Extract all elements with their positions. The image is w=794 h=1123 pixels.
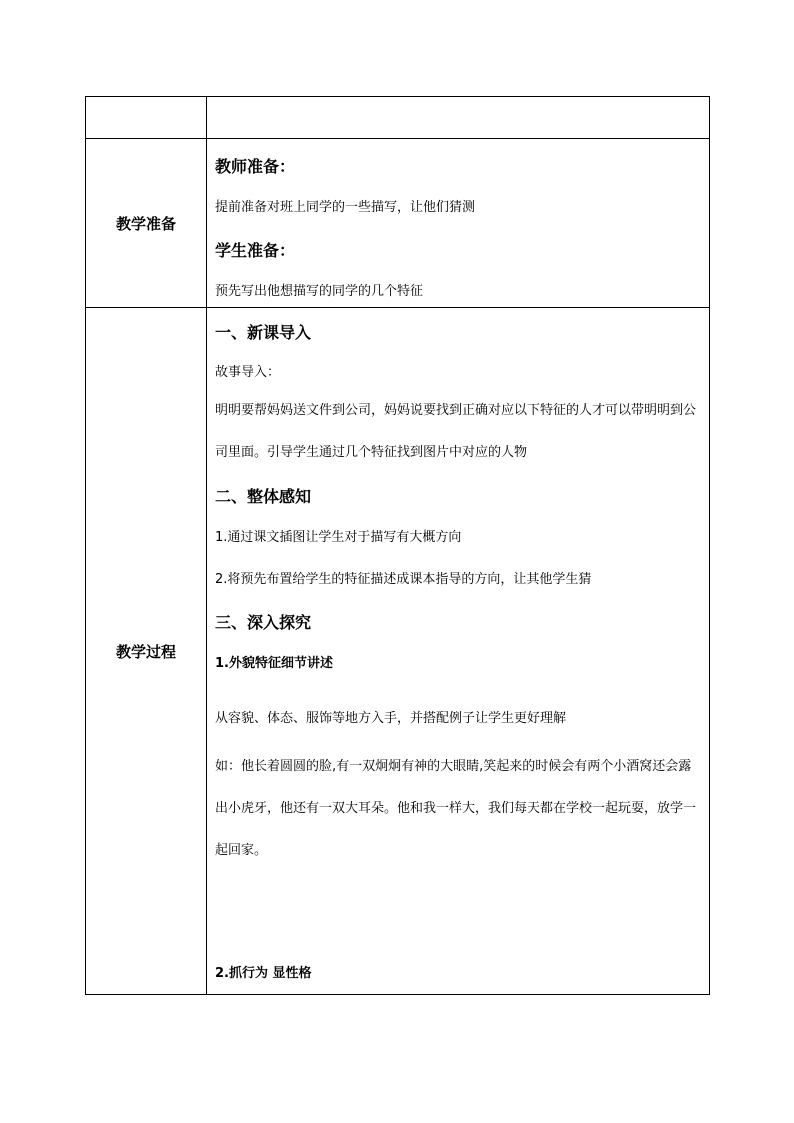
preparation-content [207, 139, 710, 308]
section3-sub2: 2.抓行为 显性格 [215, 966, 312, 981]
section1-intro: 故事导入： [215, 365, 281, 380]
section2-item1: 1.通过课文插图让学生对于描写有大概方向 [215, 530, 462, 545]
section2-title: 二、整体感知 [215, 487, 312, 506]
section3-title: 三、深入探究 [215, 613, 312, 632]
empty-content-cell [207, 97, 710, 139]
table-row-preparation [86, 139, 710, 308]
lesson-plan-table [85, 96, 710, 995]
section3-text1: 从容貌、体态、服饰等地方入手，并搭配例子让学生更好理解 [215, 711, 567, 726]
table-row-empty [86, 97, 710, 139]
process-label: 教学过程 [86, 308, 207, 995]
empty-label-cell [86, 97, 207, 139]
section1-title: 一、新课导入 [215, 323, 312, 342]
student-prep-text: 预先写出他想描写的同学的几个特征 [215, 284, 424, 299]
preparation-label: 教学准备 [86, 139, 207, 308]
table-row-process [86, 308, 710, 995]
section1-text: 明明要帮妈妈送文件到公司，妈妈说要找到正确对应以下特征的人才可以带明明到公司里面。引导学生通过几个特征找到图片中对应的人物 [215, 403, 697, 460]
teacher-prep-title: 教师准备： [215, 157, 296, 176]
student-prep-title: 学生准备： [215, 241, 296, 260]
section3-sub1: 1.外貌特征细节讲述 [215, 656, 333, 671]
section3-example: 如：他长着圆圆的脸,有一双炯炯有神的大眼睛,笑起来的时候会有两个小酒窝还会露出小虎牙，他还有一双大耳朵。他和我一样大，我们每天都在学校一起玩耍，放学一起回家。 [215, 759, 697, 858]
section2-item2: 2.将预先布置给学生的特征描述成课本指导的方向，让其他学生猜 [215, 572, 592, 587]
teacher-prep-text: 提前准备对班上同学的一些描写，让他们猜测 [215, 200, 476, 215]
process-content [207, 308, 710, 995]
